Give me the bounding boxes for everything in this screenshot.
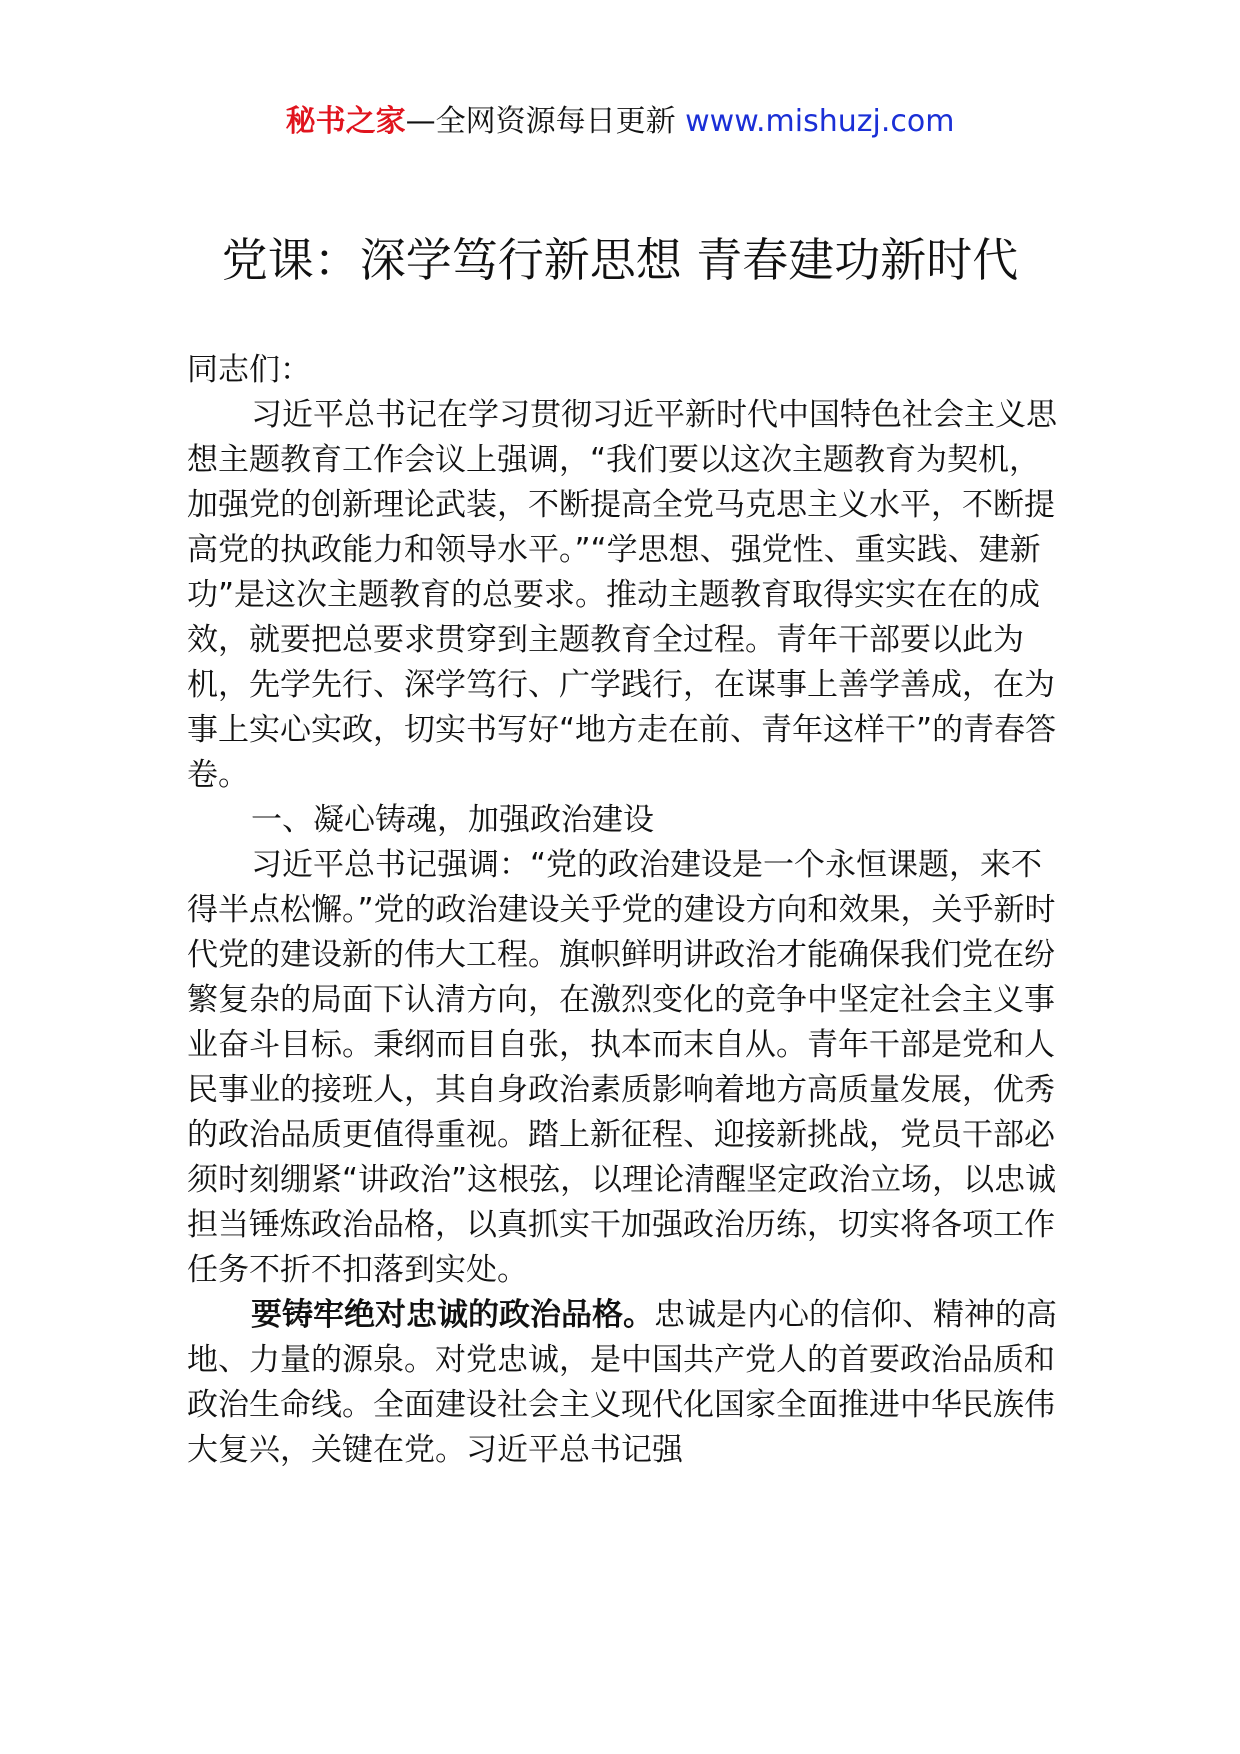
paragraph-intro: 习近平总书记在学习贯彻习近平新时代中国特色社会主义思想主题教育工作会议上强调，“我们要以这次主题教育为契机，加强党的创新理论武装，不断提高全党马克思主义水平，不断提高党的执政能力和领导水平。”“学思想、强党性、重实践、建新功”是这次主题教育的总要求。推动主题教育取得实实在在的成效，就要把总要求贯穿到主题教育全过程。青年干部要以此为机，先学先行、深学笃行、广学践行，在谋事上善学善成，在为事上实心实政，切实书写好“地方走在前、青年这样干”的青春答卷。 — [187, 397, 1057, 793]
section-heading-1: 一、凝心铸魂，加强政治建设 — [251, 802, 654, 838]
paragraph-loyalty — [187, 1293, 1063, 1473]
salutation: 同志们： — [187, 352, 311, 388]
document-title: 党课：深学笃行新思想 青春建功新时代 — [221, 233, 1019, 287]
header-tagline: —全网资源每日更新 — [405, 104, 676, 139]
paragraph-political-building: 习近平总书记强调：“党的政治建设是一个永恒课题，来不得半点松懈。”党的政治建设关乎党的建设方向和效果，关乎新时代党的建设新的伟大工程。旗帜鲜明讲政治才能确保我们党在纷繁复杂的局面下认清方向，在激烈变化的竞争中坚定社会主义事业奋斗目标。秉纲而目自张，执本而末自从。青年干部是党和人民事业的接班人，其自身政治素质影响着地方高质量发展，优秀的政治品质更值得重视。踏上新征程、迎接新挑战，党员干部必须时刻绷紧“讲政治”这根弦，以理论清醒坚定政治立场，以忠诚担当锤炼政治品格，以真抓实干加强政治历练，切实将各项工作任务不折不扣落到实处。 — [187, 847, 1057, 1288]
paragraph-lead-bold: 要铸牢绝对忠诚的政治品格。 — [251, 1297, 654, 1333]
site-url-link[interactable]: www.mishuzj.com — [685, 104, 955, 139]
brand-name: 秘书之家 — [285, 104, 406, 139]
site-header — [0, 100, 1240, 144]
document-body — [187, 348, 1063, 1473]
paragraph-loyalty-text: 忠诚是内心的信仰、精神的高地、力量的源泉。对党忠诚，是中国共产党人的首要政治品质和政治生命线。全面建设社会主义现代化国家全面推进中华民族伟大复兴，关键在党。习近平总书记强 — [187, 1297, 1057, 1468]
